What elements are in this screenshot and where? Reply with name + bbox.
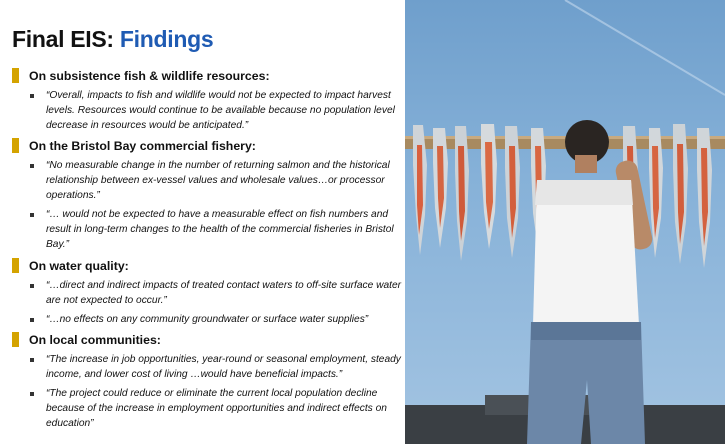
section-marker: [12, 332, 19, 347]
photo-illustration: [405, 0, 725, 444]
section-marker: [12, 68, 19, 83]
section-heading-text: On water quality:: [29, 258, 129, 273]
bullet-text: “…direct and indirect impacts of treated contact waters to off-site surface water are not expected to occur.”: [46, 280, 402, 306]
title-main: Final EIS:: [12, 26, 114, 52]
bullet-text: “…no effects on any community groundwater or surface water supplies”: [46, 314, 369, 325]
section-heading-local-communities: [12, 332, 161, 347]
section-heading-text: On the Bristol Bay commercial fishery:: [29, 138, 256, 153]
bullet-dot: [30, 392, 34, 396]
bullet-item: [30, 88, 405, 133]
bullet-item: [30, 352, 405, 382]
bullet-text: “The project could reduce or eliminate the current local population decline because of the increase in employment opportunities and indirect effects on education”: [46, 388, 387, 429]
slide-title: [12, 26, 213, 53]
bullet-text: “… would not be expected to have a measurable effect on fish numbers and result in long-term changes to the health of the commercial fisheries in Bristol Bay.”: [46, 209, 394, 250]
bullet-item: [30, 278, 405, 308]
title-accent: Findings: [119, 26, 214, 52]
bullet-text: “The increase in job opportunities, year-round or seasonal employment, steady income, and lower cost of living …would have beneficial impacts.”: [46, 354, 401, 380]
bullet-dot: [30, 318, 34, 322]
bullet-item: [30, 158, 405, 203]
bullet-item: [30, 386, 405, 431]
section-heading-water-quality: [12, 258, 129, 273]
man-figure: [527, 120, 654, 444]
bullet-dot: [30, 94, 34, 98]
bullet-dot: [30, 164, 34, 168]
bullet-text: “No measurable change in the number of returning salmon and the historical relationship between ex-vessel values and wholesale values…or processor operations.”: [46, 160, 390, 201]
salmon-drying-photo: [405, 0, 725, 444]
bullet-dot: [30, 213, 34, 217]
bullet-item: [30, 312, 405, 327]
bullet-dot: [30, 358, 34, 362]
bullet-text: “Overall, impacts to fish and wildlife would not be expected to impact harvest levels. Resources would continue to be available because no population level decrease in resources would be anticipated.”: [46, 90, 395, 131]
section-heading-commercial-fishery: [12, 138, 256, 153]
bullet-dot: [30, 284, 34, 288]
section-marker: [12, 138, 19, 153]
section-heading-text: On local communities:: [29, 332, 161, 347]
section-heading-text: On subsistence fish & wildlife resources:: [29, 68, 270, 83]
bullet-item: [30, 207, 405, 252]
section-marker: [12, 258, 19, 273]
section-heading-subsistence: [12, 68, 270, 83]
